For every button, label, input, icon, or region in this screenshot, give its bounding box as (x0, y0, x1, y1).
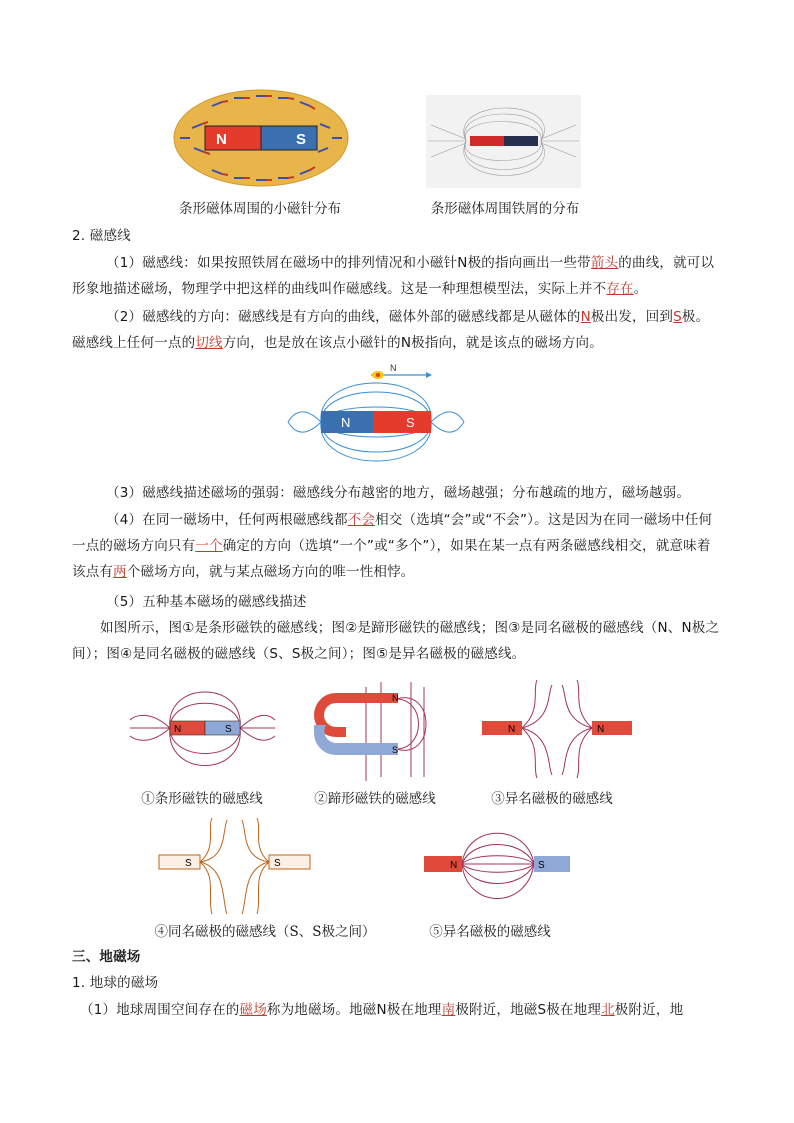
section2-paragraph-4: （4）在同一磁场中，任何两根磁感线都不会相交（选填“会”或“不会”）。这是因为在同一磁场中任何一点的磁场方向只有一个确定的方向（选填“一个”或“多个”），如果在某一点有两条磁感线相交，就意味着该点有两个磁场方向，就与某点磁场方向的唯一性相悖。 (72, 512, 713, 580)
compass-needles-figure (172, 88, 350, 188)
magnet-s-label: S (274, 858, 281, 869)
answer-blank: 存在 (606, 281, 634, 297)
answer-blank: N (580, 309, 591, 325)
iron-filings-figure (426, 95, 581, 188)
top-right-caption: 条形磁体周围铁屑的分布 (430, 201, 580, 217)
answer-blank: 不会 (347, 512, 376, 528)
section2-paragraph-6: 如图所示，图①是条形磁铁的磁感线；图②是蹄形磁铁的磁感线；图③是同名磁极的磁感线（N、N极之间）；图④是同名磁极的磁感线（S、S极之间）；图⑤是异名磁极的磁感线。 (72, 620, 720, 662)
section3-heading: 三、地磁场 (72, 949, 141, 965)
figure-4-like-poles-ss (157, 818, 312, 918)
figure-5-opposite-poles (422, 818, 572, 918)
answer-blank: 一个 (195, 538, 223, 554)
figure-4-caption: ④同名磁极的磁感线（S、S极之间） (154, 924, 376, 940)
needle-n-label: N (390, 363, 397, 373)
answer-blank: 箭头 (590, 255, 619, 271)
magnet-n-label: N (597, 724, 605, 735)
magnet-n-label: N (392, 693, 399, 703)
magnet-s-label: S (392, 745, 399, 755)
magnet-s-label: S (185, 858, 192, 869)
magnet-n-label: N (341, 415, 351, 430)
magnet-s-label: S (406, 415, 415, 430)
section2-paragraph-2: （2）磁感线的方向：磁感线是有方向的曲线，磁体外部的磁感线都是从磁体的N极出发，回到S极。磁感线上任何一点的切线方向，也是放在该点小磁针的N极指向，就是该点的磁场方向。 (72, 309, 710, 351)
section3-subheading: 1. 地球的磁场 (72, 975, 159, 991)
figure-3-like-poles-nn (482, 680, 632, 780)
magnet-s-label: S (225, 724, 232, 735)
answer-blank: 两 (113, 564, 127, 580)
section3-paragraph-1: （1）地球周围空间存在的磁场称为地磁场。地磁N极在地理南极附近，地磁S极在地理北极附近，地 (80, 1002, 684, 1018)
section2-paragraph-1: （1）磁感线：如果按照铁屑在磁场中的排列情况和小磁针N极的指向画出一些带箭头的曲线，就可以形象地描述磁场，物理学中把这样的曲线叫作磁感线。这是一种理想模型法，实际上并不存在。 (72, 255, 715, 297)
figure-2-caption: ②蹄形磁铁的磁感线 (314, 791, 436, 807)
figure-5-caption: ⑤异名磁极的磁感线 (429, 924, 551, 940)
magnet-n-label: N (216, 131, 227, 148)
magnet-n-label: N (508, 724, 516, 735)
answer-blank: 切线 (195, 335, 223, 351)
magnet-n-label: N (450, 860, 458, 871)
section2-paragraph-5: （5）五种基本磁场的磁感线描述 (106, 594, 307, 610)
answer-blank: 南 (441, 1002, 456, 1018)
answer-blank: 磁场 (239, 1002, 267, 1018)
section2-heading: 2. 磁感线 (72, 228, 131, 244)
figure-1-caption: ①条形磁铁的磁感线 (141, 791, 263, 807)
answer-blank: 北 (601, 1002, 615, 1018)
top-left-caption: 条形磁体周围的小磁针分布 (179, 201, 341, 217)
figure-2-horseshoe-magnet (306, 677, 441, 782)
answer-blank: S (673, 309, 682, 325)
section2-paragraph-3: （3）磁感线描述磁场的强弱：磁感线分布越密的地方，磁场越强；分布越疏的地方，磁场越弱。 (106, 485, 691, 501)
magnet-s-label: S (538, 860, 545, 871)
magnet-n-label: N (174, 724, 182, 735)
bar-magnet-field-figure (286, 362, 466, 482)
figure-1-bar-magnet (130, 680, 275, 780)
magnet-s-label: S (296, 131, 307, 148)
figure-3-caption: ③异名磁极的磁感线 (491, 791, 613, 807)
